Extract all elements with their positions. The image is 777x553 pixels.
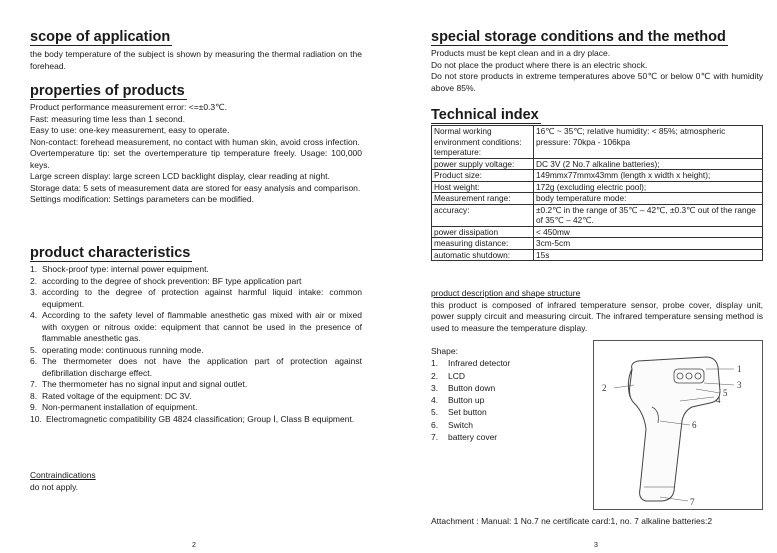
- properties-list: [30, 102, 362, 206]
- scope-section: [30, 28, 362, 72]
- characteristics-section: [30, 244, 362, 425]
- list-item: 8. Rated voltage of the equipment: DC 3V.: [30, 390, 192, 401]
- table-row: Host weight: 172g (excluding electric pool);: [432, 181, 763, 193]
- properties-title: properties of products: [30, 83, 185, 99]
- shape-item: 5. Set button: [431, 407, 487, 418]
- properties-section: [30, 82, 362, 206]
- storage-section: [431, 28, 763, 94]
- thermometer-diagram: [594, 341, 762, 509]
- shape-item: 6. Switch: [431, 419, 474, 430]
- label-3: 3: [737, 380, 742, 390]
- table-row: Measurement range: body temperature mode:: [432, 193, 763, 205]
- page-number: 2: [192, 542, 196, 549]
- storage-line: Do not store products in extreme temperatures above 50℃ or below 0℃ with humidity above 85%.: [431, 71, 763, 93]
- property-line: Settings modification: Settings parameters can be modified.: [30, 194, 254, 204]
- contraindications-title: Contraindications: [30, 470, 96, 480]
- table-row: accuracy: ±0.2℃ in the range of 35℃ – 42℃, ±0.3℃ out of the range of 35℃ – 42℃.: [432, 204, 763, 226]
- table-row: power dissipation < 450mw: [432, 226, 763, 238]
- right-page: [431, 0, 763, 553]
- list-item: 2. according to the degree of shock prevention: BF type application part: [30, 275, 302, 286]
- storage-line: Products must be kept clean and in a dry place.: [431, 48, 611, 58]
- contraindications-text: do not apply.: [30, 481, 79, 492]
- scope-title: scope of application: [30, 29, 171, 45]
- characteristics-title: product characteristics: [30, 245, 191, 261]
- label-4: 4: [716, 395, 721, 405]
- label-2: 2: [602, 383, 607, 393]
- scope-text: the body temperature of the subject is shown by measuring the thermal radiation on the forehead.: [30, 49, 362, 71]
- shape-title: Shape:: [431, 346, 458, 356]
- list-item: 6. The thermometer does not have the application part of protection against defibrillation discharge effect.: [30, 356, 362, 378]
- page-number: 3: [594, 542, 598, 549]
- contraindications-section: [30, 470, 362, 493]
- shape-section: [431, 345, 571, 443]
- shape-item: 1. Infrared detector: [431, 358, 511, 369]
- attachment-line: Attachment : Manual: 1 No.7 ne certificate card:1, no. 7 alkaline batteries:2: [431, 516, 713, 526]
- label-7: 7: [690, 497, 695, 507]
- list-item: 1. Shock-proof type: internal power equipment.: [30, 264, 209, 274]
- technical-title: Technical index: [431, 107, 539, 123]
- description-text: this product is composed of infrared temperature sensor, probe cover, display unit, power supply circuit and measuring circuit. The infrared temperature sensing method is used to measure the temperature display.: [431, 299, 763, 333]
- table-row: Normal working environment conditions: temperature: 16℃ ~ 35℃; relative humidity: < 85%; atmospheric pressure: 70kpa - 106kpa: [432, 126, 763, 159]
- label-5: 5: [723, 388, 728, 398]
- table-row: automatic shutdown: 15s: [432, 249, 763, 261]
- table-row: power supply voltage: DC 3V (2 No.7 alkaline batteries);: [432, 158, 763, 170]
- list-item: 9. Non-permanent installation of equipment.: [30, 402, 198, 412]
- label-6: 6: [692, 420, 697, 430]
- property-line: Storage data: 5 sets of measurement data are stored for easy analysis and comparison.: [30, 182, 361, 193]
- property-line: Fast: measuring time less than 1 second.: [30, 113, 185, 124]
- technical-table: [431, 125, 763, 261]
- shape-item: 4. Button up: [431, 395, 485, 406]
- left-page: [30, 0, 362, 553]
- label-1: 1: [737, 364, 742, 374]
- property-line: Easy to use: one-key measurement, easy to operate.: [30, 125, 230, 135]
- shape-item: 3. Button down: [431, 382, 496, 393]
- shape-item: 7. battery cover: [431, 432, 498, 443]
- property-line: Overtemperature tip: set the overtemperature tip temperature freely. Usage: 100,000 keys.: [30, 148, 362, 170]
- list-item: 4. According to the safety level of flammable anesthetic gas mixed with air or mixed with oxygen or nitrous oxide: equipment that cannot be used in the presence of flammable anesthetic gas.: [30, 310, 362, 343]
- storage-title: special storage conditions and the method: [431, 29, 726, 45]
- list-item: 3. according to the degree of protection against harmful liquid intake: common equipment.: [30, 287, 362, 309]
- table-row: measuring distance: 3cm-5cm: [432, 238, 763, 250]
- technical-section: [431, 106, 763, 261]
- description-section: [431, 288, 763, 334]
- storage-line: Do not place the product where there is an electric shock.: [431, 59, 648, 70]
- characteristics-list: [30, 264, 362, 425]
- table-row: Product size: 149mmx77mmx43mm (length x width x height);: [432, 170, 763, 182]
- thermometer-figure: [593, 340, 763, 510]
- list-item: 7. The thermometer has no signal input and signal outlet.: [30, 379, 248, 389]
- property-line: Large screen display: large screen LCD backlight display, clear reading at night.: [30, 171, 330, 181]
- shape-item: 2. LCD: [431, 370, 466, 381]
- list-item: 10. Electromagnetic compatibility GB 4824 classification; Group Ⅰ, Class B equipment.: [30, 413, 355, 424]
- description-title: product description and shape structure: [431, 288, 581, 298]
- list-item: 5. operating mode: continuous running mode.: [30, 344, 204, 355]
- property-line: Product performance measurement error: <=±0.3℃.: [30, 102, 228, 112]
- property-line: Non-contact: forehead measurement, no contact with human skin, avoid cross infection.: [30, 136, 360, 147]
